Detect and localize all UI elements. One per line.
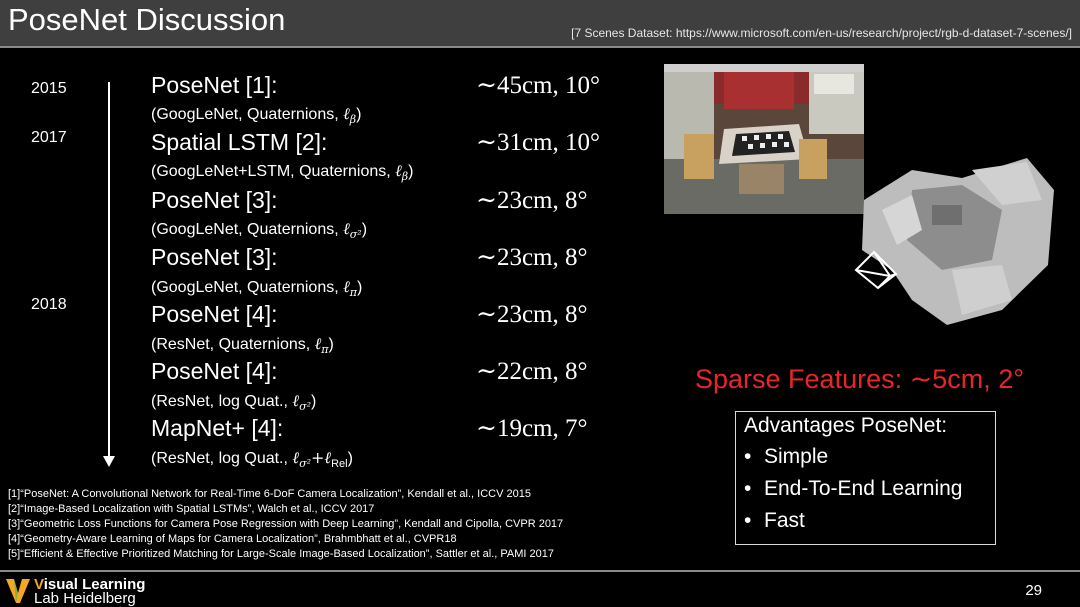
lab-logo: [4, 574, 146, 607]
method-result: ∼23cm, 8°: [476, 187, 588, 214]
footer-divider: [0, 570, 1080, 572]
advantage-item: • End-To-End Learning: [744, 477, 963, 500]
scene-photo: [664, 64, 864, 214]
logo-line-2: Lab Heidelberg: [34, 590, 136, 607]
title-bar: [0, 0, 1080, 46]
year-label: 2017: [31, 129, 67, 146]
method-name: PoseNet [1]:: [151, 72, 278, 98]
title-divider: [0, 46, 1080, 48]
advantage-item: • Simple: [744, 445, 829, 468]
method-result: ∼31cm, 10°: [476, 129, 600, 156]
timeline-arrow-shaft: [108, 82, 110, 458]
timeline-arrow-head: [103, 456, 115, 467]
reference-item: [5]“Efficient & Effective Prioritized Matching for Large-Scale Image-Based Localization”, Sattler et al., PAMI 2017: [8, 548, 554, 560]
method-result: ∼23cm, 8°: [476, 244, 588, 271]
method-result: ∼45cm, 10°: [476, 72, 600, 99]
method-details: (GoogLeNet+LSTM, Quaternions, ℓ$_\beta$): [151, 161, 414, 184]
method-result: ∼19cm, 7°: [476, 415, 588, 442]
method-name: Spatial LSTM [2]:: [151, 129, 328, 155]
method-details: (GoogLeNet, Quaternions, ℓ$_\beta$): [151, 104, 362, 127]
reference-item: [1]“PoseNet: A Convolutional Network for Real-Time 6-DoF Camera Localization”, Kendall et al., ICCV 2015: [8, 488, 531, 500]
logo-line-1: Visual Learning: [34, 576, 146, 593]
method-name: PoseNet [4]:: [151, 301, 278, 327]
reference-item: [4]“Geometry-Aware Learning of Maps for Camera Localization”, Brahmbhatt et al., CVPR18: [8, 533, 457, 545]
dataset-reference: [7 Scenes Dataset: https://www.microsoft.com/en-us/research/project/rgb-d-dataset-7-scenes/]: [571, 26, 1072, 40]
advantage-item: • Fast: [744, 509, 805, 532]
sparse-features-result: Sparse Features: ∼5cm, 2°: [695, 364, 1025, 394]
method-details: (GoogLeNet, Quaternions, ℓ$_\pi$): [151, 277, 363, 300]
method-details: (ResNet, log Quat., ℓ$_{\sigma^2}$+ℓ$_{Rel}$): [151, 448, 353, 471]
page-title: PoseNet Discussion: [8, 2, 286, 37]
method-name: MapNet+ [4]:: [151, 415, 284, 441]
advantages-box: [735, 411, 996, 545]
advantages-title: Advantages PoseNet:: [744, 414, 948, 437]
method-result: ∼23cm, 8°: [476, 301, 588, 328]
year-label: 2018: [31, 296, 67, 313]
page-number: 29: [1025, 582, 1042, 599]
method-name: PoseNet [4]:: [151, 358, 278, 384]
method-name: PoseNet [3]:: [151, 244, 278, 270]
year-label: 2015: [31, 80, 67, 97]
method-details: (ResNet, Quaternions, ℓ$_\pi$): [151, 334, 334, 357]
reference-item: [2]“Image-Based Localization with Spatial LSTMs”, Walch et al., ICCV 2017: [8, 503, 375, 515]
method-result: ∼22cm, 8°: [476, 358, 588, 385]
method-details: (GoogLeNet, Quaternions, ℓ$_{\sigma^2}$): [151, 219, 368, 242]
references: [8, 487, 563, 562]
method-name: PoseNet [3]:: [151, 187, 278, 213]
lab-logo-icon: [4, 575, 32, 605]
point-cloud-image: [852, 150, 1058, 330]
reference-item: [3]“Geometric Loss Functions for Camera Pose Regression with Deep Learning”, Kendall and Cipolla, CVPR 2017: [8, 518, 564, 530]
method-details: (ResNet, log Quat., ℓ$_{\sigma^2}$): [151, 391, 317, 414]
